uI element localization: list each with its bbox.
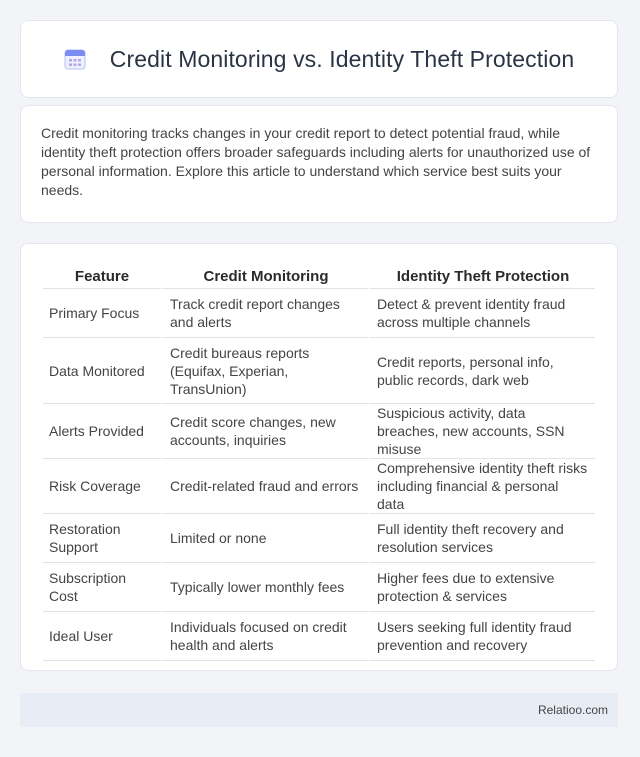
- identity-protection-cell: Users seeking full identity fraud prevention and recovery: [368, 612, 595, 661]
- credit-monitoring-cell: Credit bureaus reports (Equifax, Experian, TransUnion): [161, 338, 368, 404]
- table-row: [43, 338, 595, 404]
- intro-text: Credit monitoring tracks changes in your credit report to detect potential fraud, while identity theft protection offers broader safeguards including alerts for unauthorized use of personal information. Explore this article to understand which service best suits your needs.: [41, 125, 591, 198]
- identity-protection-cell: Higher fees due to extensive protection & services: [368, 563, 595, 612]
- calendar-icon: [64, 48, 86, 70]
- header-feature: Feature: [43, 266, 161, 289]
- feature-cell: Risk Coverage: [43, 459, 161, 514]
- identity-protection-cell: Comprehensive identity theft risks including financial & personal data: [368, 459, 595, 514]
- credit-monitoring-cell: Individuals focused on credit health and alerts: [161, 612, 368, 661]
- page-title: Credit Monitoring vs. Identity Theft Protection: [109, 45, 575, 72]
- table-row: [43, 612, 595, 661]
- feature-cell: Subscription Cost: [43, 563, 161, 612]
- feature-cell: Primary Focus: [43, 289, 161, 338]
- title-card: [20, 20, 618, 98]
- identity-protection-cell: Credit reports, personal info, public records, dark web: [368, 338, 595, 404]
- credit-monitoring-cell: Credit-related fraud and errors: [161, 459, 368, 514]
- feature-cell: Data Monitored: [43, 338, 161, 404]
- table-row: [43, 289, 595, 338]
- identity-protection-cell: Full identity theft recovery and resolution services: [368, 514, 595, 563]
- header-identity-theft-protection: Identity Theft Protection: [368, 266, 595, 289]
- table-row: [43, 404, 595, 459]
- credit-monitoring-cell: Typically lower monthly fees: [161, 563, 368, 612]
- feature-cell: Restoration Support: [43, 514, 161, 563]
- footer-site-link[interactable]: Relatioo.com: [537, 703, 608, 717]
- credit-monitoring-cell: Credit score changes, new accounts, inquiries: [161, 404, 368, 459]
- comparison-table: [43, 266, 595, 661]
- identity-protection-cell: Detect & prevent identity fraud across multiple channels: [368, 289, 595, 338]
- feature-cell: Ideal User: [43, 612, 161, 661]
- comparison-table-card: [20, 243, 618, 671]
- feature-cell: Alerts Provided: [43, 404, 161, 459]
- table-row: [43, 563, 595, 612]
- credit-monitoring-cell: Track credit report changes and alerts: [161, 289, 368, 338]
- footer: [20, 693, 618, 727]
- header-credit-monitoring: Credit Monitoring: [161, 266, 368, 289]
- table-header-row: [43, 266, 595, 289]
- table-row: [43, 459, 595, 514]
- identity-protection-cell: Suspicious activity, data breaches, new accounts, SSN misuse: [368, 404, 595, 459]
- credit-monitoring-cell: Limited or none: [161, 514, 368, 563]
- table-row: [43, 514, 595, 563]
- intro-card: [20, 105, 618, 223]
